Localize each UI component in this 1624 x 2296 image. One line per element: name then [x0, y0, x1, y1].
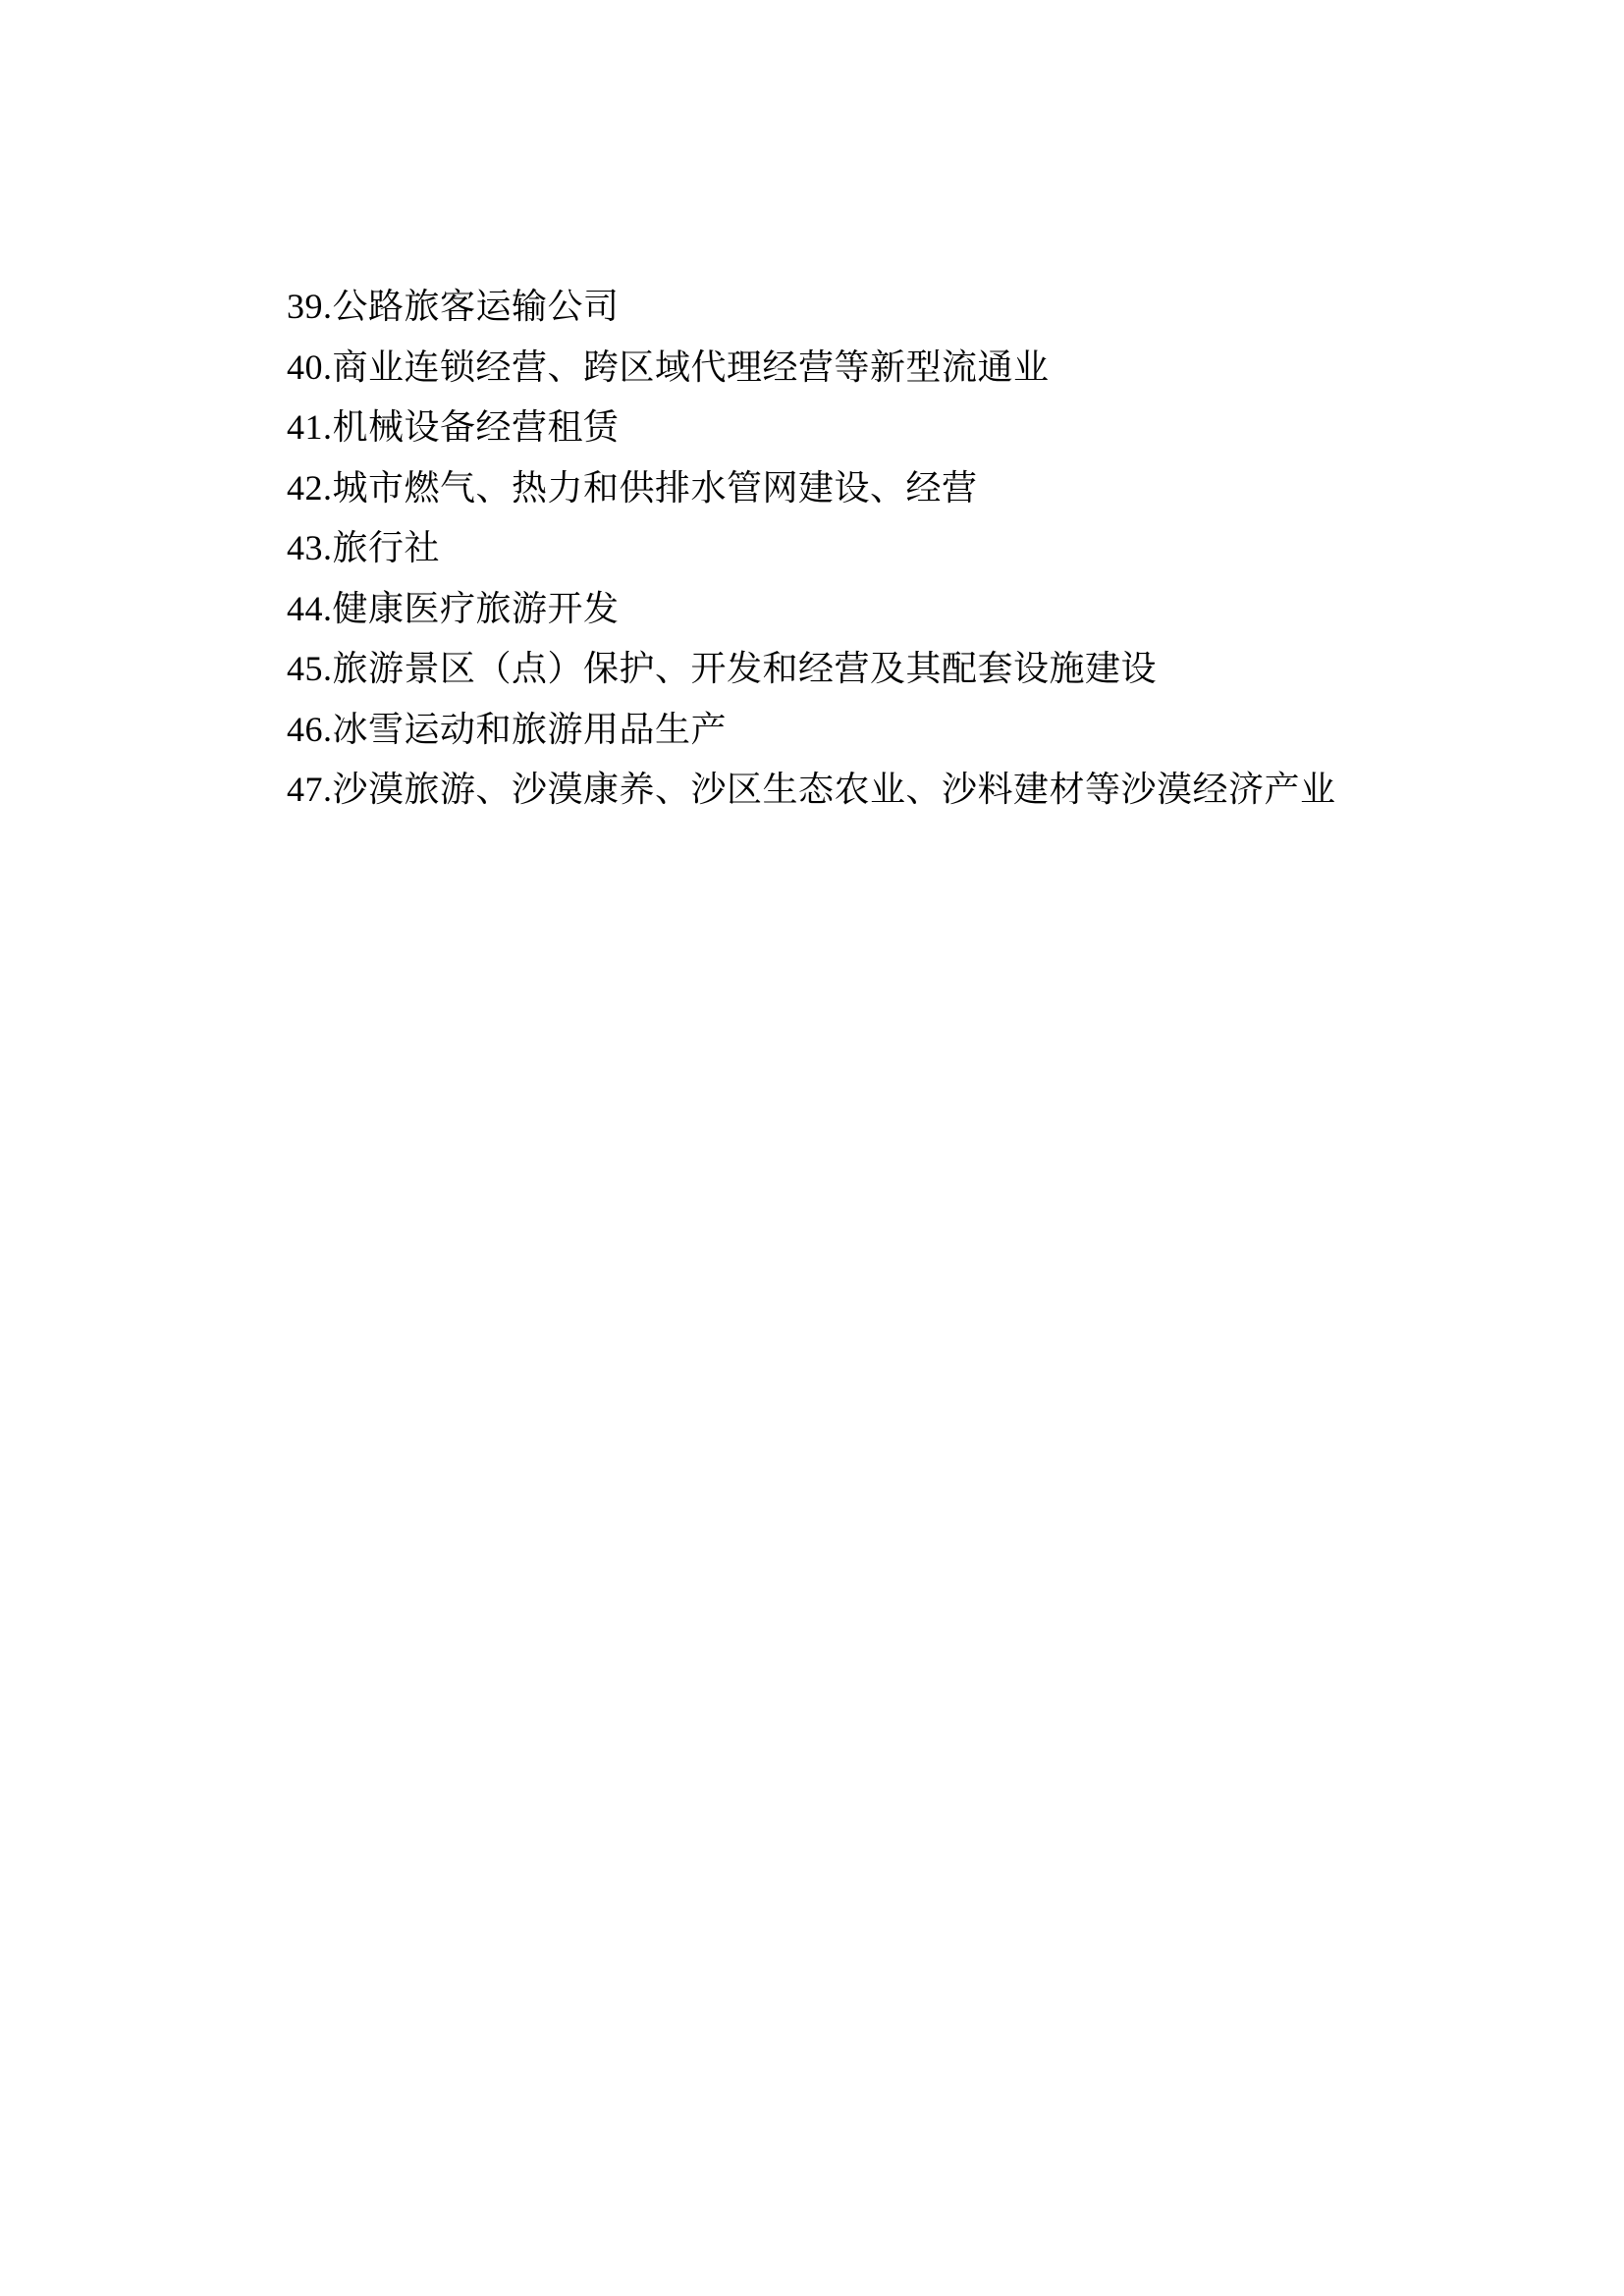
item-number: 42. [287, 467, 333, 507]
list-item-39 [287, 277, 1336, 338]
item-text: 机械设备经营租赁 [332, 407, 620, 447]
item-text: 公路旅客运输公司 [332, 287, 620, 326]
list-item-40 [287, 338, 1336, 399]
item-number: 41. [287, 407, 333, 447]
list-item-43 [287, 518, 1336, 579]
list-item-45 [287, 639, 1336, 700]
list-item-41 [287, 398, 1336, 458]
item-number: 39. [287, 287, 333, 326]
list-item-42 [287, 458, 1336, 519]
item-number: 47. [287, 770, 333, 809]
item-number: 46. [287, 709, 333, 749]
item-text: 旅行社 [332, 528, 441, 567]
item-text: 旅游景区（点）保护、开发和经营及其配套设施建设 [332, 649, 1158, 688]
item-text: 冰雪运动和旅游用品生产 [332, 709, 728, 749]
item-number: 40. [287, 347, 333, 387]
item-number: 44. [287, 588, 333, 628]
list-item-44 [287, 579, 1336, 640]
list-item-46 [287, 700, 1336, 761]
item-text: 健康医疗旅游开发 [332, 588, 620, 628]
list-item-47 [287, 760, 1336, 821]
item-text: 沙漠旅游、沙漠康养、沙区生态农业、沙料建材等沙漠经济产业 [332, 770, 1336, 809]
numbered-list [287, 277, 1336, 821]
item-text: 城市燃气、热力和供排水管网建设、经营 [332, 467, 978, 507]
item-number: 43. [287, 528, 333, 567]
item-text: 商业连锁经营、跨区域代理经营等新型流通业 [332, 347, 1050, 387]
item-number: 45. [287, 649, 333, 688]
